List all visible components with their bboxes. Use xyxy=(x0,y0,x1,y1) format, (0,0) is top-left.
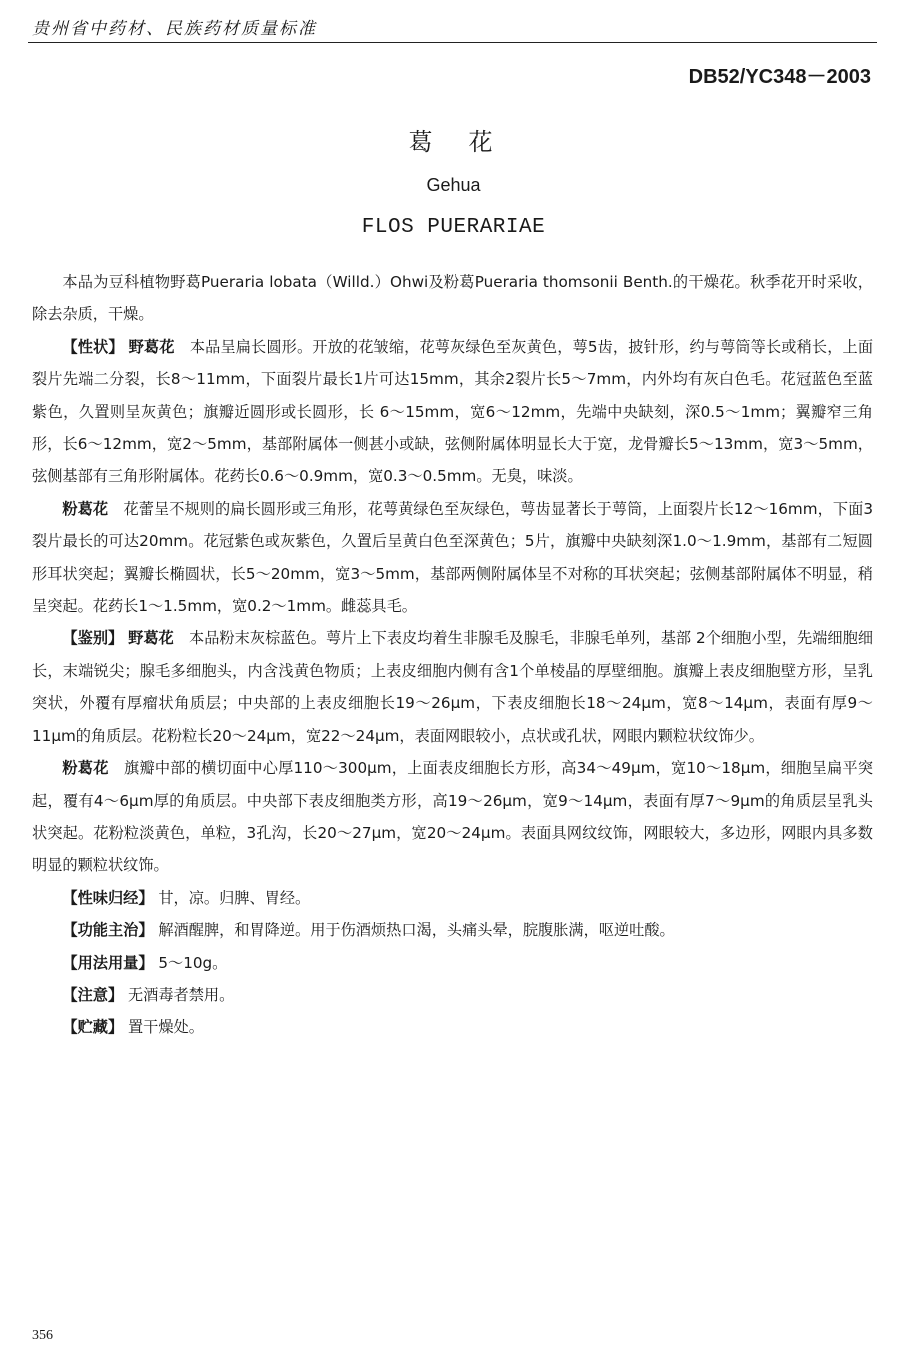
section-label: 【性味归经】 xyxy=(62,888,154,907)
section-text: 本品呈扁长圆形。开放的花皱缩，花萼灰绿色至灰黄色，萼5齿，披针形，约与萼筒等长或稍长，上面裂片先端二分裂，长8～11mm，下面裂片最长1片可达15mm，其余2裂片长5～7mm，内外均有灰白色毛。花冠蓝色至蓝紫色，久置则呈灰黄色；旗瓣近圆形或长圆形，长 6～15mm，宽6～12mm，先端中央缺刻，深0.5～1mm；翼瓣窄三角形，长6～12mm，宽2～5mm，基部附属体一侧甚小或缺，弦侧附属体明显长大于宽，龙骨瓣长5～13mm，宽3～5mm，弦侧基部有三角形附属体。花药长0.6～0.9mm，宽0.3～0.5mm。无臭，味淡。 xyxy=(32,337,874,486)
subsection-label: 粉葛花 xyxy=(62,759,109,778)
title-latin: FLOS PUERARIAE xyxy=(361,216,546,239)
section-text: 甘，凉。归脾、胃经。 xyxy=(158,888,311,907)
section-gongneng xyxy=(32,914,873,946)
page-number: 356 xyxy=(32,1328,53,1343)
section-text: 解酒醒脾，和胃降逆。用于伤酒烦热口渴，头痛头晕，脘腹胀满，呕逆吐酸。 xyxy=(158,921,675,940)
section-jianbie-fenge xyxy=(32,752,873,882)
section-label: 【注意】 xyxy=(62,985,124,1004)
book-title-header: 贵州省中药材、民族药材质量标准 xyxy=(32,19,317,39)
section-text: 花蕾呈不规则的扁长圆形或三角形，花萼黄绿色至灰绿色，萼齿显著长于萼筒，上面裂片长12～16mm，下面3裂片最长的可达20mm。花冠紫色或灰紫色，久置后呈黄白色至深黄色；5片，旗瓣中央缺刻深1.0～1.9mm，基部有二短圆形耳状突起；翼瓣长椭圆状，长5～20mm，宽3～5mm，基部两侧附属体呈不对称的耳状突起；弦侧基部附属体不明显，稍呈突起。花药长1～1.5mm，宽0.2～1mm。雌蕊具毛。 xyxy=(32,499,874,616)
section-text: 旗瓣中部的横切面中心厚110～300μm，上面表皮细胞长方形，高34～49μm，宽10～18μm，细胞呈扁平突起，覆有4～6μm厚的角质层。中央部下表皮细胞类方形，高19～26μm，宽9～14μm，表面有厚7～9μm的角质层呈乳头状突起。花粉粒淡黄色，单粒，3孔沟，长20～27μm，宽20～24μm。表面具网纹纹饰，网眼较大，多边形，网眼内具多数明显的颗粒状纹饰。 xyxy=(32,759,874,875)
title-pinyin: Gehua xyxy=(426,175,481,195)
section-label: 【用法用量】 xyxy=(62,953,154,972)
subsection-label: 粉葛花 xyxy=(62,499,109,518)
subsection-label: 野葛花 xyxy=(128,337,175,356)
section-text: 置干燥处。 xyxy=(127,1018,204,1037)
title-chinese xyxy=(0,122,907,157)
section-label: 【性状】 xyxy=(62,337,124,356)
section-zhuyi xyxy=(32,979,873,1011)
header-divider xyxy=(28,42,877,43)
document-body xyxy=(32,266,873,1044)
section-text: 无酒毒者禁用。 xyxy=(127,985,235,1004)
section-zhucang xyxy=(32,1011,873,1043)
intro-paragraph: 本品为豆科植物野葛Pueraria lobata（Willd.）Ohwi及粉葛Pueraria thomsonii Benth.的干燥花。秋季花开时采收，除去杂质，干燥。 xyxy=(32,273,873,324)
section-yongfa xyxy=(32,947,873,979)
subsection-label: 野葛花 xyxy=(128,629,174,648)
title-chinese-text: 葛 花 xyxy=(408,128,499,156)
section-label: 【贮藏】 xyxy=(62,1018,124,1037)
section-text: 本品粉末灰棕蓝色。萼片上下表皮均着生非腺毛及腺毛，非腺毛单列，基部 2个细胞小型，先端细胞细长，末端锐尖；腺毛多细胞头，内含浅黄色物质；上表皮细胞内侧有含1个单棱晶的厚壁细胞。旗瓣上表皮细胞壁方形，呈乳突状，外覆有厚瘤状角质层；中央部的上表皮细胞长19～26μm，下表皮细胞长18～24μm，宽8～14μm，表面有厚9～11μm的角质层。花粉粒长20～24μm，宽22～24μm，表面网眼较小，点状或孔状，网眼内颗粒状纹饰少。 xyxy=(32,629,874,745)
section-xingzhuang xyxy=(32,331,873,493)
section-label: 【鉴别】 xyxy=(62,629,124,648)
section-label: 【功能主治】 xyxy=(62,921,154,940)
section-jianbie xyxy=(32,622,873,752)
section-text: 5～10g。 xyxy=(158,953,228,972)
section-xingzhuang-fenge xyxy=(32,493,873,623)
standard-code: DB52/YC348－2003 xyxy=(688,66,871,88)
section-xingwei xyxy=(32,882,873,914)
